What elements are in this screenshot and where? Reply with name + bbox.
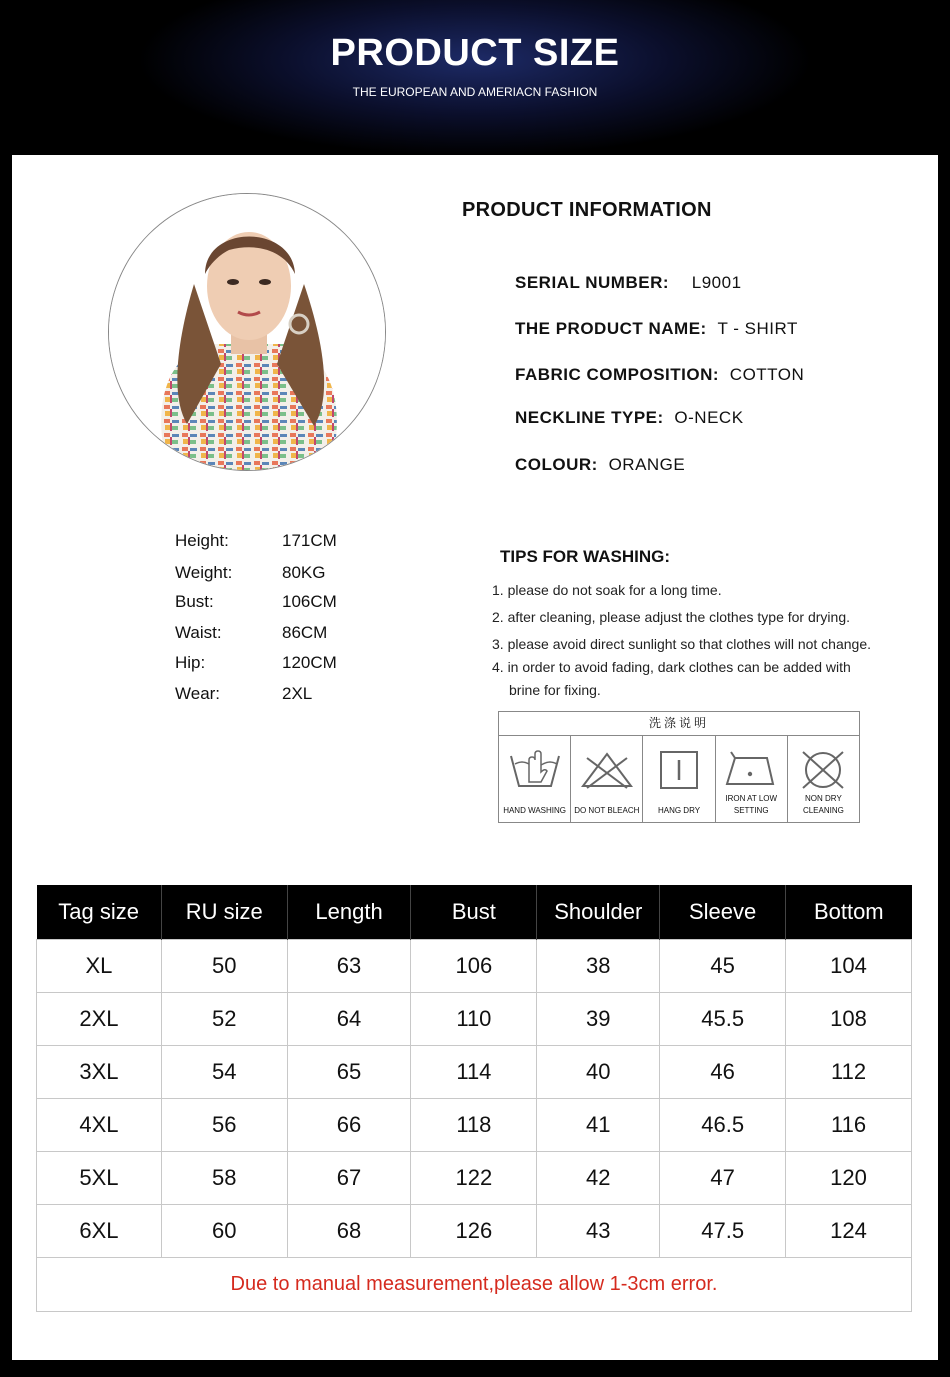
model-label-waist: Waist: — [175, 623, 222, 642]
model-label-hip: Hip: — [175, 653, 206, 672]
table-cell: 122 — [411, 1151, 537, 1204]
info-serial-number — [515, 273, 742, 293]
model-label-wear: Wear: — [175, 684, 221, 703]
table-cell: 116 — [786, 1098, 912, 1151]
table-row — [37, 1045, 912, 1098]
model-value-wear: 2XL — [282, 684, 313, 703]
care-cell-iron-low — [716, 736, 788, 823]
info-value: O-NECK — [674, 408, 744, 427]
table-cell: 65 — [287, 1045, 411, 1098]
table-cell: 63 — [287, 939, 411, 992]
table-cell: 40 — [537, 1045, 660, 1098]
care-label: HANG DRY — [657, 806, 701, 815]
table-row — [37, 992, 912, 1045]
table-row — [37, 1204, 912, 1257]
table-cell: 46.5 — [660, 1098, 786, 1151]
table-cell: 68 — [287, 1204, 411, 1257]
table-cell: 45 — [660, 939, 786, 992]
info-label: FABRIC COMPOSITION: — [515, 365, 720, 384]
washing-tip: 1. please do not soak for a long time. — [492, 582, 722, 598]
model-portrait — [108, 193, 386, 471]
hand-wash-icon — [507, 748, 563, 792]
washing-tips-title: TIPS FOR WASHING: — [500, 547, 670, 566]
model-value-weight: 80KG — [282, 563, 326, 582]
table-cell: 47 — [660, 1151, 786, 1204]
table-cell: 64 — [287, 992, 411, 1045]
info-value: ORANGE — [608, 455, 686, 474]
table-cell: 3XL — [37, 1045, 162, 1098]
table-cell: 108 — [786, 992, 912, 1045]
table-cell: 56 — [161, 1098, 287, 1151]
column-header: Tag size — [37, 885, 162, 939]
table-cell: 6XL — [37, 1204, 162, 1257]
table-cell: 5XL — [37, 1151, 162, 1204]
size-table — [36, 885, 912, 1312]
info-label: SERIAL NUMBER: — [515, 273, 670, 292]
washing-tip: 3. please avoid direct sunlight so that clothes will not change. — [492, 636, 872, 652]
product-info-title: PRODUCT INFORMATION — [462, 199, 712, 221]
table-cell: 66 — [287, 1098, 411, 1151]
table-cell: XL — [37, 939, 162, 992]
care-cell-no-bleach — [571, 736, 643, 823]
table-cell: 50 — [161, 939, 287, 992]
table-note-row — [37, 1257, 912, 1311]
no-bleach-icon — [579, 748, 635, 792]
care-label: NON DRY CLEANING — [802, 794, 844, 815]
care-cell-hand-wash — [499, 736, 571, 823]
table-cell: 60 — [161, 1204, 287, 1257]
washing-tip: 4. in order to avoid fading, dark clothes can be added with — [492, 659, 851, 675]
model-label-weight: Weight: — [175, 563, 233, 582]
table-cell: 42 — [537, 1151, 660, 1204]
model-label-bust: Bust: — [175, 592, 214, 611]
table-cell: 110 — [411, 992, 537, 1045]
table-row — [37, 1098, 912, 1151]
table-cell: 67 — [287, 1151, 411, 1204]
table-cell: 39 — [537, 992, 660, 1045]
care-label: HAND WASHING — [503, 806, 567, 815]
model-value-height: 171CM — [282, 531, 337, 550]
info-label: NECKLINE TYPE: — [515, 408, 664, 427]
info-value: L9001 — [691, 273, 742, 292]
model-value-bust: 106CM — [282, 592, 337, 611]
column-header: RU size — [161, 885, 287, 939]
info-value: T - SHIRT — [717, 319, 798, 338]
info-label: COLOUR: — [515, 455, 598, 474]
care-instructions — [498, 711, 860, 823]
table-cell: 4XL — [37, 1098, 162, 1151]
care-title: 洗涤说明 — [499, 712, 859, 736]
table-cell: 46 — [660, 1045, 786, 1098]
info-neckline — [515, 408, 744, 428]
column-header: Bust — [411, 885, 537, 939]
info-label: THE PRODUCT NAME: — [515, 319, 707, 338]
table-cell: 45.5 — [660, 992, 786, 1045]
care-label: IRON AT LOW SETTING — [725, 794, 778, 815]
content-panel — [12, 155, 938, 1360]
page-subtitle: THE EUROPEAN AND AMERIACN FASHION — [352, 85, 598, 99]
column-header: Length — [287, 885, 411, 939]
no-dry-clean-icon — [795, 748, 851, 792]
model-label-height: Height: — [175, 531, 229, 550]
info-product-name — [515, 319, 798, 339]
table-cell: 112 — [786, 1045, 912, 1098]
hang-dry-icon — [651, 748, 707, 792]
table-cell: 52 — [161, 992, 287, 1045]
size-table-header — [37, 885, 912, 939]
table-cell: 47.5 — [660, 1204, 786, 1257]
model-value-waist: 86CM — [282, 623, 328, 642]
table-cell: 126 — [411, 1204, 537, 1257]
table-row — [37, 1151, 912, 1204]
table-cell: 124 — [786, 1204, 912, 1257]
table-cell: 2XL — [37, 992, 162, 1045]
washing-tip: brine for fixing. — [509, 682, 601, 698]
column-header: Sleeve — [660, 885, 786, 939]
table-cell: 118 — [411, 1098, 537, 1151]
table-cell: 104 — [786, 939, 912, 992]
table-cell: 43 — [537, 1204, 660, 1257]
info-colour — [515, 455, 685, 475]
care-cell-hang-dry — [643, 736, 715, 823]
column-header: Bottom — [786, 885, 912, 939]
column-header: Shoulder — [537, 885, 660, 939]
table-cell: 114 — [411, 1045, 537, 1098]
table-cell: 58 — [161, 1151, 287, 1204]
table-row — [37, 939, 912, 992]
info-fabric — [515, 365, 804, 385]
page-header — [0, 0, 950, 155]
info-value: COTTON — [729, 365, 805, 384]
table-cell: 41 — [537, 1098, 660, 1151]
table-cell: 54 — [161, 1045, 287, 1098]
model-value-hip: 120CM — [282, 653, 337, 672]
care-cell-no-dry-clean — [788, 736, 859, 823]
page-title: PRODUCT SIZE — [330, 32, 620, 74]
table-cell: 38 — [537, 939, 660, 992]
washing-tip: 2. after cleaning, please adjust the clothes type for drying. — [492, 609, 850, 625]
table-cell: 106 — [411, 939, 537, 992]
table-cell: 120 — [786, 1151, 912, 1204]
iron-low-icon — [721, 748, 781, 792]
care-label: DO NOT BLEACH — [574, 806, 640, 815]
measurement-note: Due to manual measurement,please allow 1-3cm error. — [37, 1257, 912, 1311]
